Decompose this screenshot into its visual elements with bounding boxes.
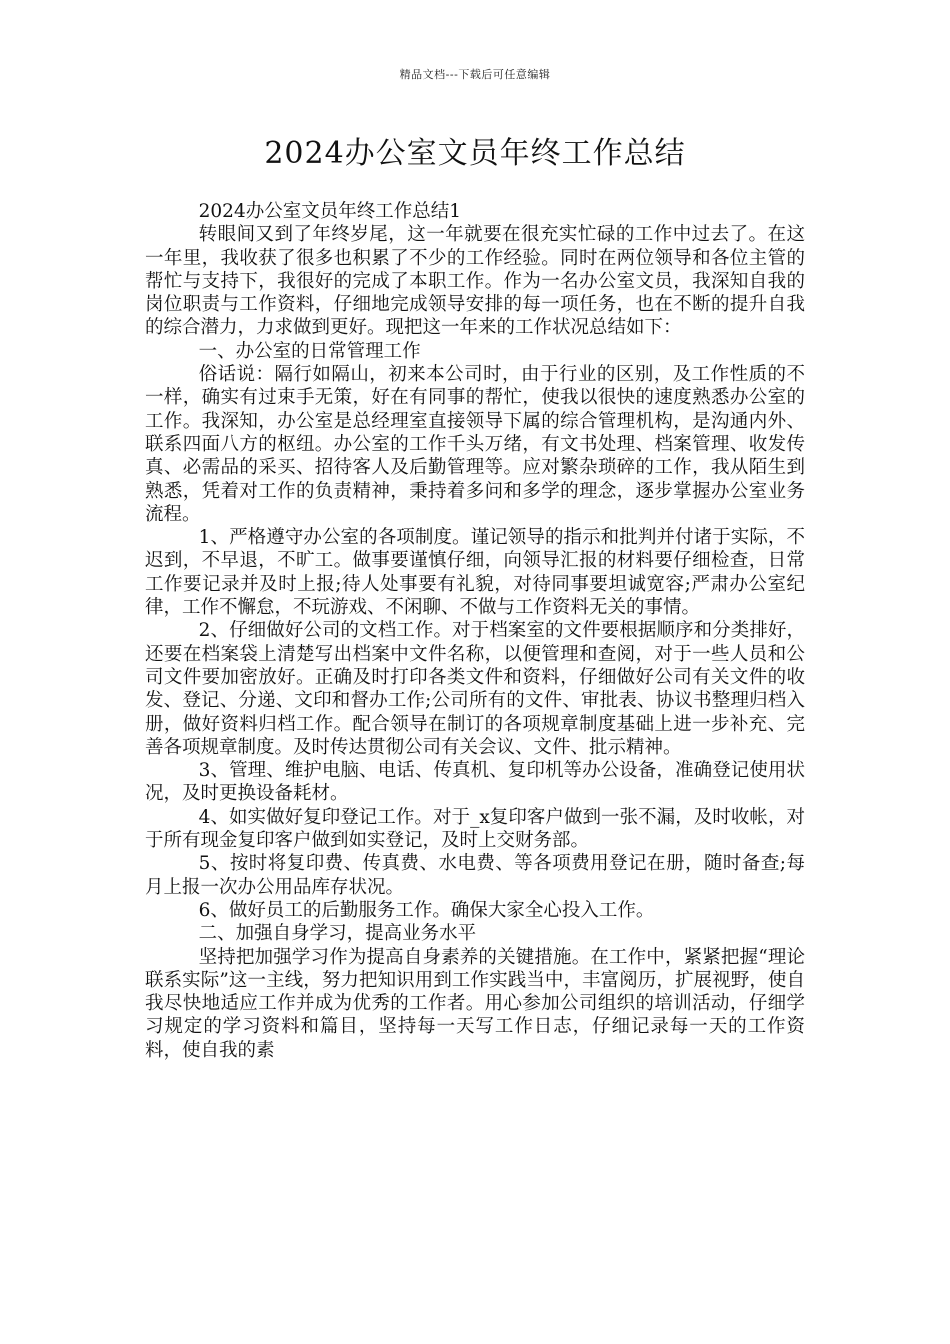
list-item-5: 5、按时将复印费、传真费、水电费、等各项费用登记在册，随时备查;每月上报一次办公用品库存状况。: [145, 853, 805, 898]
body-paragraph: 坚持把加强学习作为提高自身素养的关键措施。在工作中，紧紧把握“理论联系实际”这一主线，努力把知识用到工作实践当中，丰富阅历，扩展视野，使自我尽快地适应工作并成为优秀的工作者。用心参加公司组织的培训活动，仔细学习规定的学习资料和篇目，坚持每一天写工作日志，仔细记录每一天的工作资料，使自我的素: [145, 946, 805, 1061]
section-heading-1: 一、办公室的日常管理工作: [198, 340, 421, 362]
list-item-6: 6、做好员工的后勤服务工作。确保大家全心投入工作。: [198, 899, 655, 921]
list-item-4: 4、如实做好复印登记工作。对于_x复印客户做到一张不漏，及时收帐，对于所有现金复印客户做到如实登记，及时上交财务部。: [145, 806, 805, 852]
list-item-3: 3、管理、维护电脑、电话、传真机、复印机等办公设备，准确登记使用状况，及时更换设备耗材。: [145, 760, 805, 805]
list-item-2: 2、仔细做好公司的文档工作。对于档案室的文件要根据顺序和分类排好，还要在档案袋上清楚写出档案中文件名称，以便管理和查阅，对于一些人员和公司文件要加密放好。正确及时打印各类文件和资料，仔细做好公司有关文件的收发、登记、分递、文印和督办工作;公司所有的文件、审批表、协议书整理归档入册，做好资料归档工作。配合领导在制订的各项规章制度基础上进一步补充、完善各项规章制度。及时传达贯彻公司有关会议、文件、批示精神。: [145, 620, 805, 758]
document-title: 2024办公室文员年终工作总结: [264, 136, 686, 171]
document-body: [145, 200, 805, 1062]
body-paragraph: 俗话说：隔行如隔山，初来本公司时，由于行业的区别，及工作性质的不一样，确实有过束手无策，好在有同事的帮忙，使我以很快的速度熟悉办公室的工作。我深知，办公室是总经理室直接领导下属的综合管理机构，是沟通内外、联系四面八方的枢纽。办公室的工作千头万绪，有文书处理、档案管理、收发传真、必需品的采买、招待客人及后勤管理等。应对繁杂琐碎的工作，我从陌生到熟悉，凭着对工作的负责精神，秉持着多问和多学的理念，逐步掌握办公室业务流程。: [145, 364, 805, 525]
header-note: 精品文档---下载后可任意编辑: [399, 68, 551, 81]
intro-paragraph: 转眼间又到了年终岁尾，这一年就要在很充实忙碌的工作中过去了。在这一年里，我收获了很多也积累了不少的工作经验。同时在两位领导和各位主管的帮忙与支持下，我很好的完成了本职工作。作为一名办公室文员，我深知自我的岗位职责与工作资料，仔细地完成领导安排的每一项任务，也在不断的提升自我的综合潜力，力求做到更好。现把这一年来的工作状况总结如下：: [145, 224, 805, 339]
section-heading-2: 二、加强自身学习，提高业务水平: [198, 923, 477, 945]
list-item-1: 1、严格遵守办公室的各项制度。谨记领导的指示和批判并付诸于实际，不迟到，不早退，不旷工。做事要谨慎仔细，向领导汇报的材料要仔细检查，日常工作要记录并及时上报;待人处事要有礼貌，对待同事要坦诚宽容;严肃办公室纪律，工作不懈怠，不玩游戏、不闲聊、不做与工作资料无关的事情。: [145, 527, 805, 619]
subtitle-paragraph: 2024办公室文员年终工作总结1: [198, 201, 461, 222]
